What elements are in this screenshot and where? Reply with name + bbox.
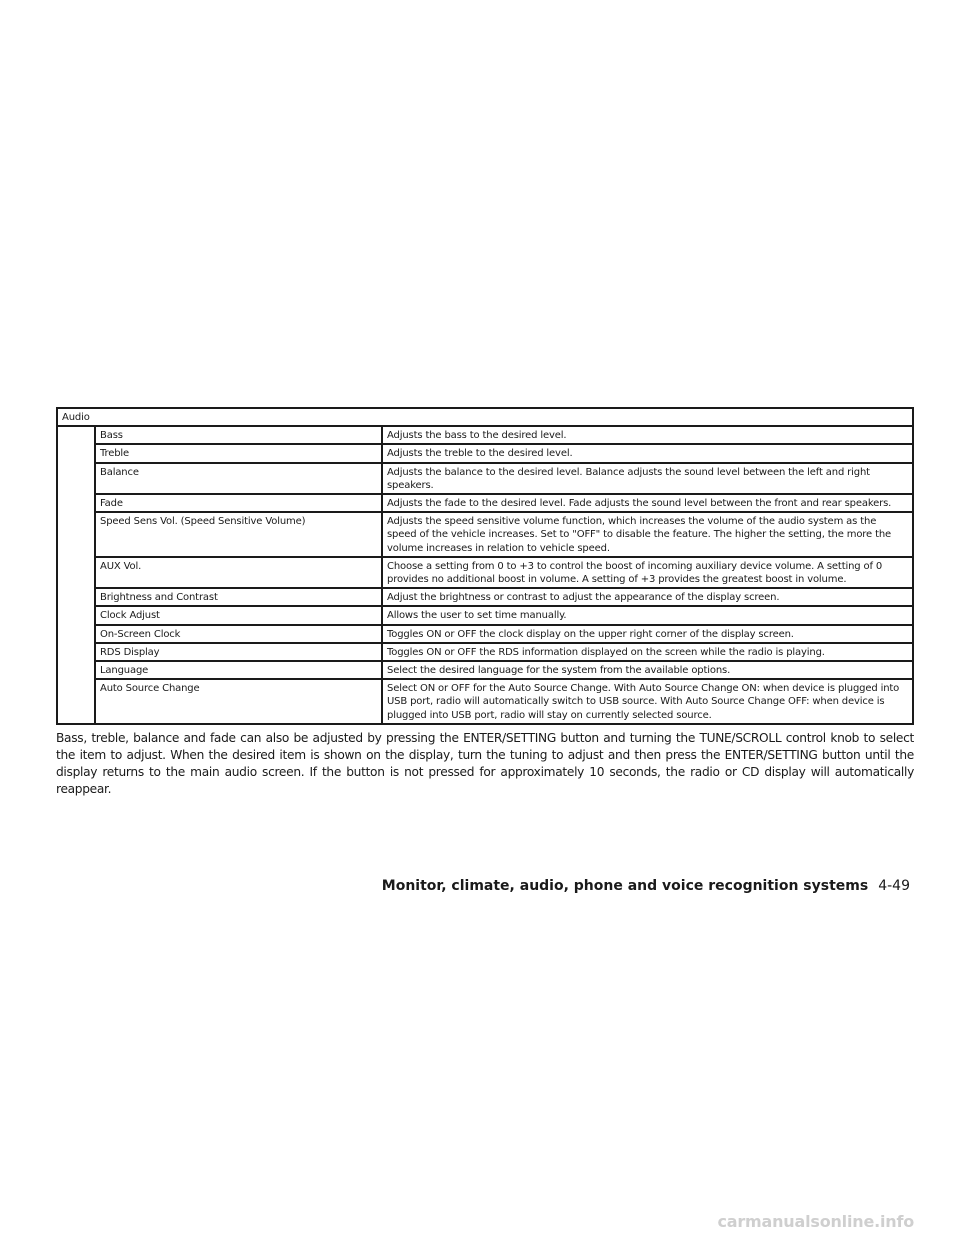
setting-item: Fade: [95, 494, 382, 512]
table-section-row: [57, 408, 913, 426]
setting-description: Adjusts the balance to the desired level. Balance adjusts the sound level between the left and right speakers.: [382, 463, 913, 494]
indent-cell: [57, 494, 95, 512]
table-row: [57, 679, 913, 724]
table-row: [57, 463, 913, 494]
table-row: [57, 444, 913, 462]
table-row: [57, 606, 913, 624]
footer-section-title: Monitor, climate, audio, phone and voice recognition systems: [381, 878, 869, 894]
indent-cell: [57, 643, 95, 661]
table-row: [57, 494, 913, 512]
setting-item: AUX Vol.: [95, 557, 382, 588]
indent-cell: [57, 661, 95, 679]
setting-description: Adjusts the bass to the desired level.: [382, 426, 913, 444]
indent-cell: [57, 426, 95, 444]
setting-item: On-Screen Clock: [95, 625, 382, 643]
table-row: [57, 625, 913, 643]
setting-item: Auto Source Change: [95, 679, 382, 724]
watermark: carmanualsonline.info: [717, 1212, 914, 1231]
indent-cell: [57, 606, 95, 624]
table-row: [57, 557, 913, 588]
setting-description: Adjusts the treble to the desired level.: [382, 444, 913, 462]
body-paragraph: Bass, treble, balance and fade can also be adjusted by pressing the ENTER/SETTING button and turning the TUNE/SCROLL control knob to select the item to adjust. When the desired item is shown on the display, turn the tuning to adjust and then press the ENTER/SETTING button until the display returns to the main audio screen. If the button is not pressed for approximately 10 seconds, the radio or CD display will automatically reappear.: [56, 731, 914, 796]
indent-cell: [57, 557, 95, 588]
setting-description: Toggles ON or OFF the RDS information displayed on the screen while the radio is playing.: [382, 643, 913, 661]
setting-description: Choose a setting from 0 to +3 to control the boost of incoming auxiliary device volume. A setting of 0 provides no additional boost in volume. A setting of +3 provides the greatest boost in volume.: [382, 557, 913, 588]
setting-description: Select ON or OFF for the Auto Source Change. With Auto Source Change ON: when device is plugged into USB port, radio will automatically switch to USB source. With Auto Source Change OFF: when device is plugged into USB port, radio will stay on currently selected source.: [382, 679, 913, 724]
indent-cell: [57, 512, 95, 557]
setting-item: Balance: [95, 463, 382, 494]
table-row: [57, 426, 913, 444]
setting-description: Adjusts the speed sensitive volume function, which increases the volume of the audio system as the speed of the vehicle increases. Set to "OFF" to disable the feature. The higher the setting, the more the volume increases in relation to vehicle speed.: [382, 512, 913, 557]
table-row: [57, 512, 913, 557]
table-row: [57, 588, 913, 606]
setting-description: Adjusts the fade to the desired level. Fade adjusts the sound level between the front and rear speakers.: [382, 494, 913, 512]
section-heading-audio: Audio: [57, 408, 913, 426]
indent-cell: [57, 444, 95, 462]
setting-item: RDS Display: [95, 643, 382, 661]
indent-cell: [57, 625, 95, 643]
setting-description: Select the desired language for the system from the available options.: [382, 661, 913, 679]
table-row: [57, 643, 913, 661]
setting-item: Language: [95, 661, 382, 679]
indent-cell: [57, 588, 95, 606]
page-footer: [382, 877, 910, 895]
setting-item: Clock Adjust: [95, 606, 382, 624]
setting-description: Toggles ON or OFF the clock display on the upper right corner of the display screen.: [382, 625, 913, 643]
footer-page-number: 4-49: [878, 878, 910, 894]
setting-item: Speed Sens Vol. (Speed Sensitive Volume): [95, 512, 382, 557]
setting-item: Bass: [95, 426, 382, 444]
indent-cell: [57, 463, 95, 494]
setting-description: Adjust the brightness or contrast to adjust the appearance of the display screen.: [382, 588, 913, 606]
table-row: [57, 661, 913, 679]
setting-item: Brightness and Contrast: [95, 588, 382, 606]
audio-settings-table: [56, 407, 914, 725]
setting-description: Allows the user to set time manually.: [382, 606, 913, 624]
indent-cell: [57, 679, 95, 724]
setting-item: Treble: [95, 444, 382, 462]
